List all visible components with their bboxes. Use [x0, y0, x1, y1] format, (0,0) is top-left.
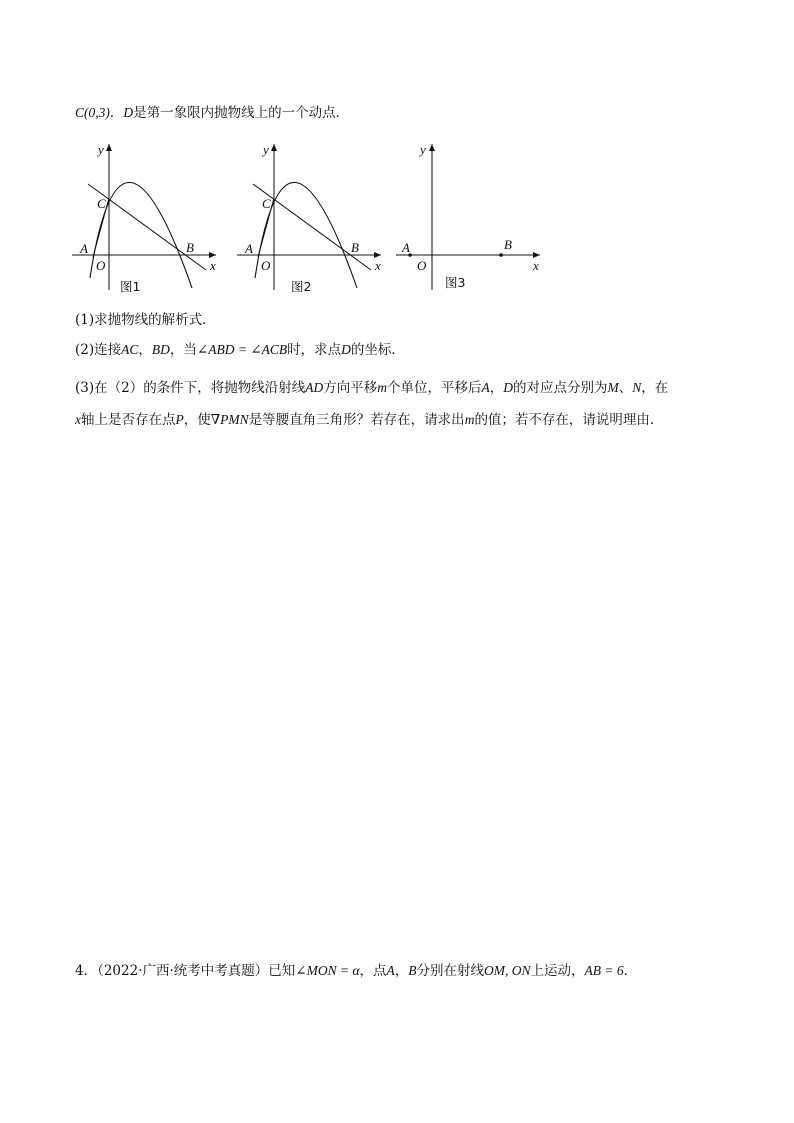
- q3-text: ，: [489, 380, 504, 396]
- figure-caption: 图3: [445, 275, 466, 290]
- q3-a: A: [481, 380, 490, 395]
- figure-caption: 图1: [120, 279, 141, 294]
- q2-text: ，: [138, 342, 152, 358]
- q4-a: A: [386, 963, 395, 978]
- q2-text: (2)连接: [75, 342, 122, 358]
- q3-text: 、: [618, 380, 633, 396]
- q4-text: ．: [623, 963, 638, 979]
- intro-line: [75, 104, 349, 122]
- q4-b: B: [408, 963, 417, 978]
- q3-text: 个单位，平移后: [386, 380, 482, 396]
- label-a: A: [402, 240, 410, 255]
- label-a: A: [245, 241, 253, 256]
- label-a: A: [80, 241, 88, 256]
- label-y: y: [263, 142, 269, 157]
- q4-text: 分别在射线: [416, 963, 485, 979]
- q3-point-n: N: [632, 380, 642, 395]
- q2-d: D: [341, 342, 351, 357]
- q3-text: 的对应点分别为: [512, 380, 608, 396]
- label-y: y: [420, 142, 426, 157]
- line-cb: [88, 184, 206, 270]
- q3-m: m: [464, 412, 475, 427]
- q4-angle: ∠MON = α: [295, 963, 360, 978]
- label-o: O: [261, 258, 271, 273]
- question-1: [75, 311, 216, 329]
- q3-triangle: ∇PMN: [210, 412, 249, 427]
- figure-caption: 图2: [291, 279, 312, 294]
- label-c: C: [262, 196, 271, 211]
- q2-text: ，当: [169, 342, 197, 358]
- q3-text: 轴上是否存在点: [81, 412, 176, 428]
- figure-2: [233, 140, 393, 300]
- q3-text: ，在: [641, 380, 669, 396]
- intro-text: 是第一象限内抛物线上的一个动点．: [133, 105, 350, 121]
- label-c: C: [97, 196, 106, 211]
- q4-text: 上运动，: [530, 963, 585, 979]
- label-y: y: [98, 142, 104, 157]
- q2-text: 时，求点: [287, 342, 342, 358]
- question-2: [75, 341, 405, 359]
- label-x: x: [375, 258, 381, 273]
- q3-text: 的值；若不存在，请说明理由．: [474, 412, 664, 428]
- question-3: [75, 372, 725, 436]
- q4-rays: OM, ON: [484, 963, 531, 978]
- point-c: C(0,3): [75, 105, 110, 120]
- line-cb: [253, 184, 371, 270]
- q3-p: P: [175, 412, 184, 427]
- label-b: B: [186, 240, 194, 255]
- q4-text: 4．（2022·广西·统考中考真题）已知: [75, 963, 296, 979]
- q1-text: (1)求抛物线的解析式．: [75, 312, 216, 328]
- label-x: x: [533, 258, 539, 273]
- q4-text: ，: [394, 963, 409, 979]
- q3-d: D: [503, 380, 513, 395]
- label-b: B: [504, 237, 512, 252]
- q2-condition: ∠ABD = ∠ACB: [196, 342, 288, 357]
- q3-text: 是等腰直角三角形？若存在，请求出: [248, 412, 465, 428]
- point-d: D: [123, 105, 134, 120]
- label-o: O: [417, 258, 427, 273]
- q2-bd: BD: [151, 342, 170, 357]
- q3-ad: AD: [305, 380, 324, 395]
- q3-point-m: M: [607, 380, 619, 395]
- label-x: x: [210, 258, 216, 273]
- label-o: O: [96, 258, 106, 273]
- q4-ab: AB = 6: [584, 963, 624, 978]
- q3-text: ，使: [183, 412, 211, 428]
- q2-ac: AC: [121, 342, 139, 357]
- q3-text: 方向平移: [323, 380, 378, 396]
- q3-x: x: [75, 412, 81, 427]
- label-b: B: [351, 240, 359, 255]
- q4-text: ，点: [359, 963, 387, 979]
- q3-m: m: [377, 380, 387, 395]
- intro-sep: ．: [109, 105, 124, 121]
- figure-3: [390, 140, 550, 300]
- point-b: [499, 253, 503, 257]
- question-4: [75, 962, 637, 980]
- figure-1: [68, 140, 228, 300]
- q3-text: (3)在（2）的条件下，将抛物线沿射线: [75, 380, 306, 396]
- q2-text: 的坐标．: [350, 342, 405, 358]
